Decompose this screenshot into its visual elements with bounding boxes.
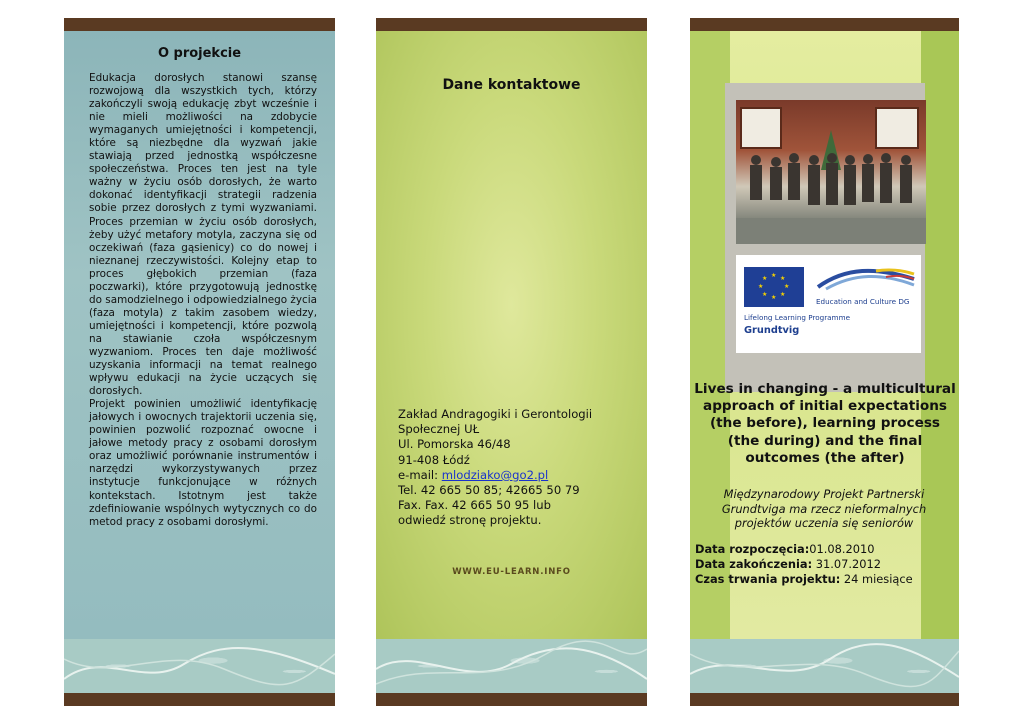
contact-line: Zakład Andragogiki i Gerontologii xyxy=(398,407,593,421)
group-photo xyxy=(736,100,926,244)
duration-value: 24 miesiące xyxy=(840,571,913,586)
start-date-value: 01.08.2010 xyxy=(809,542,875,556)
panel-about-project xyxy=(64,18,335,706)
about-paragraph-1: Edukacja dorosłych stanowi szansę rozwojową dla wszystkich tych, którzy zakończyli swoją edukację zbyt wcześnie i nie mieli możliwości na zdobycie wymaganych umiejętności i kompetencji, które są niezbędne dla wyzwań jakie stawiają przed jednostką współczesne społeczeństwa. Proces ten jest na tyle ważny w życiu osób dorosłych, że warto dokonać identyfikacji strategii radzenia sobie przez dorosłych z tymi wyzwaniami. Proces przemian w życiu osób dorosłych, żeby użyć metafory motyla, zaczyna się od oczekiwań (faza gąsienicy) co do nowej i nieznanej rzeczywistości. Kolejny etap to proces głębokich przemian (faza poczwarki), które przygotowują jednostkę do samodzielnego i odpowiedzialnego życia (faza motyla) z takim zasobem wiedzy, umiejętności i kompetencji, które pozwolą na stawianie czoła współczesnym wyzwaniom. Proces ten daje możliwość uzyskania informacji na temat realnego wpływu edukacji na życie uczących się dorosłych. xyxy=(89,72,317,398)
about-paragraph-2: Projekt powinien umożliwić identyfikację jałowych i owocnych trajektorii uczenia się, powinien pozwolić rozpoznać owocne i jałowe metody pracy z osobami dorosłym oraz umożliwić porównanie instrumentów i narzędzi wykorzystywanych przez instytucje funkcjonujące w różnych kontekstach. Istotnym jest także zdefiniowanie wspólnych wytycznych co do metod pracy z osobami dorosłymi. xyxy=(89,398,317,528)
project-dates xyxy=(695,542,957,586)
panel-background xyxy=(690,31,959,639)
top-border-bar xyxy=(376,18,647,31)
decorative-pattern xyxy=(690,639,959,693)
contact-details xyxy=(398,407,638,529)
contact-web-note: odwiedź stronę projektu. xyxy=(398,513,542,528)
bottom-border-bar xyxy=(376,693,647,706)
about-text-block xyxy=(89,72,317,529)
panel-background xyxy=(64,31,335,639)
floral-ornament-icon xyxy=(690,639,959,693)
contact-line: Społecznej UŁ xyxy=(398,422,480,437)
project-title: Lives in changing - a multicultural approach of initial expectations (the before), learning process (the during) and the final outcomes (the after) xyxy=(694,381,956,466)
panel-background xyxy=(376,31,647,639)
decorative-pattern xyxy=(64,639,335,693)
bottom-border-bar xyxy=(64,693,335,706)
top-border-bar xyxy=(64,18,335,31)
contact-fax: Fax. Fax. 42 665 50 95 lub xyxy=(398,498,551,513)
panel-cover xyxy=(690,18,959,706)
group-photo-illustration xyxy=(736,100,926,244)
start-date-label: Data rozpoczęcia: xyxy=(695,542,810,556)
logo-text-dg: Education and Culture DG xyxy=(816,297,910,306)
duration-label: Czas trwania projektu: xyxy=(695,571,841,586)
swoosh-logo-icon xyxy=(816,265,916,293)
end-date-label: Data zakończenia: xyxy=(695,556,813,571)
email-label: e-mail: xyxy=(398,467,442,482)
contact-postcode: 91-408 Łódź xyxy=(398,452,470,467)
end-date-row xyxy=(695,557,957,572)
floral-ornament-icon xyxy=(376,639,647,693)
website-link[interactable]: WWW.EU-LEARN.INFO xyxy=(452,567,571,577)
logo-text-programme: Lifelong Learning Programme xyxy=(744,313,850,322)
project-subtitle: Międzynarodowy Projekt Partnerski Grundtviga ma rzecz nieformalnych projektów uczenia się seniorów xyxy=(721,487,927,531)
decorative-pattern xyxy=(376,639,647,693)
contact-heading: Dane kontaktowe xyxy=(442,77,581,93)
floral-ornament-icon xyxy=(64,639,335,693)
logo-text-grundtvig: Grundtvig xyxy=(744,325,800,336)
contact-address: Ul. Pomorska 46/48 xyxy=(398,437,511,452)
image-frame xyxy=(725,83,925,392)
start-date-row xyxy=(695,542,957,557)
duration-row xyxy=(695,572,957,587)
eu-flag-icon: ★ ★ ★ ★ ★ ★ ★ ★ xyxy=(744,267,804,307)
panel-contact xyxy=(376,18,647,706)
end-date-value: 31.07.2012 xyxy=(812,556,881,571)
contact-email-row xyxy=(398,468,638,483)
about-heading: O projekcie xyxy=(157,46,242,61)
contact-phone: Tel. 42 665 50 85; 42665 50 79 xyxy=(398,483,580,498)
top-border-bar xyxy=(690,18,959,31)
bottom-border-bar xyxy=(690,693,959,706)
email-link[interactable]: mlodziako@go2.pl xyxy=(441,467,549,482)
eu-programme-logo xyxy=(736,255,921,353)
